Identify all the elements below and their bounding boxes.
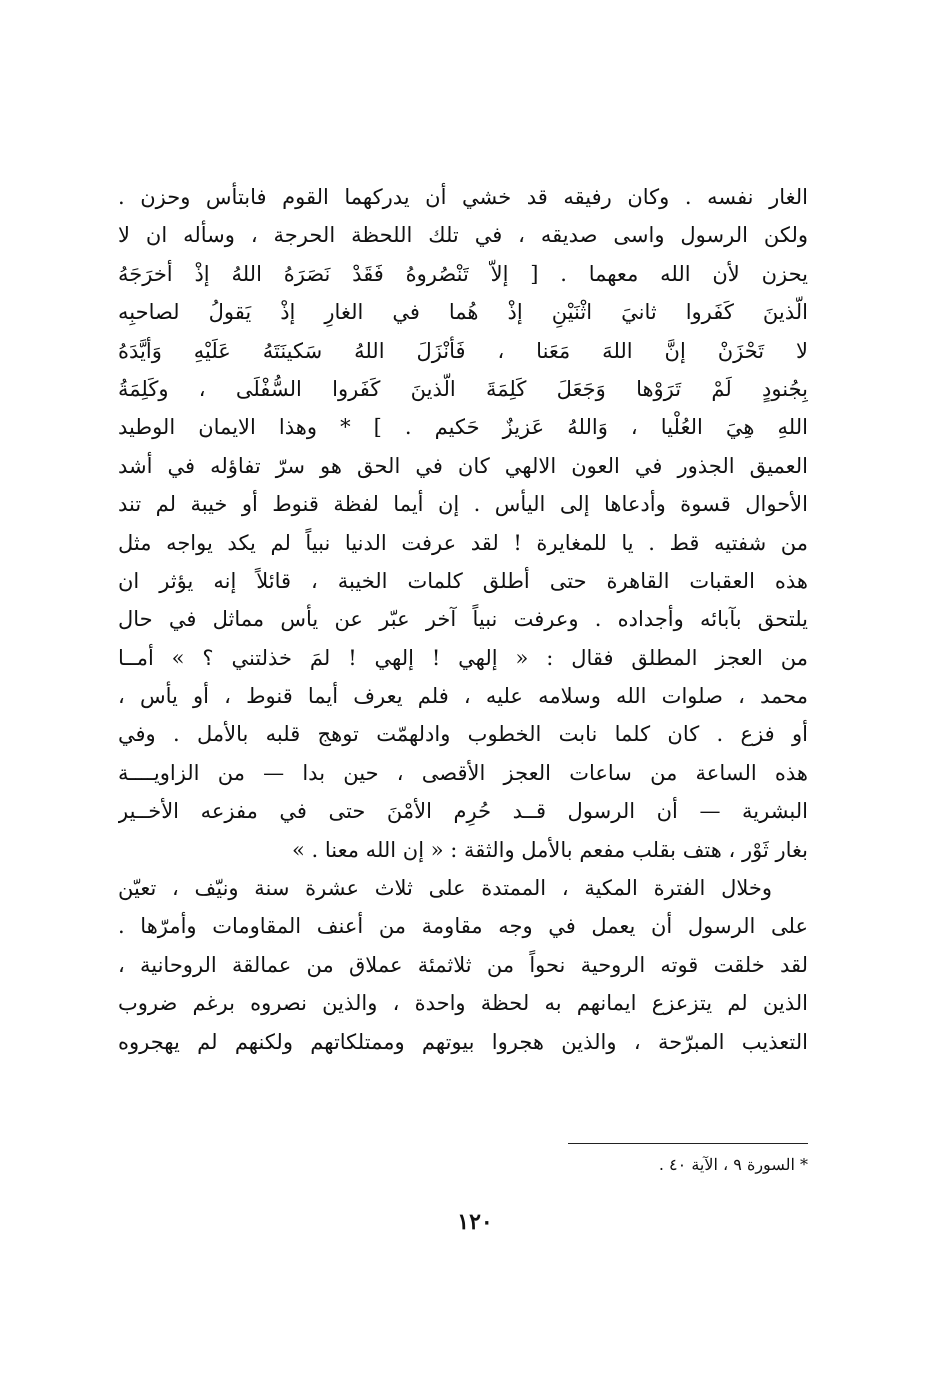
text-line: البشرية — أن الرسول قــد حُرِم الأمْنَ حتى في مفزعه الأخــير (118, 799, 808, 824)
text-line: هذه الساعة من ساعات العجز الأقصى ، حين بدا — من الزاويــــة (118, 760, 808, 785)
text-line: يحزن لأن الله معهما . [ إلاّ تَنْصُروهُ فَقَدْ نَصَرَهُ اللهُ إذْ أخرَجَهُ (118, 261, 808, 286)
text-line: لقد خلقت قوته الروحية نحواً من ثلاثمئة عملاق من عمالقة الروحانية ، (118, 952, 808, 977)
footnote: * السورة ٩ ، الآية ٤٠ . (658, 1155, 808, 1174)
text-line: من العجز المطلق فقال : « إلهي ! إلهي ! لمَ خذلتني ؟ » أمــا (118, 645, 808, 670)
text-line: التعذيب المبرّحة ، والذين هجروا بيوتهم وممتلكاتهم ولكنهم لم يهجروه (118, 1029, 808, 1054)
text-line: العميق الجذور في العون الالهي كان في الحق هو سرّ تفاؤله في أشد (118, 453, 808, 478)
text-line: محمد ، صلوات الله وسلامه عليه ، فلم يعرف أيما قنوط ، أو يأس ، (118, 684, 808, 709)
text-line: لا تَحْزَنْ إنَّ اللهَ مَعَنا ، فَأنْزَلَ اللهُ سَكينَتَهُ عَلَيْهِ وَأيَّدَهُ (118, 338, 808, 363)
text-line: الغار نفسه . وكان رفيقه قد خشي أن يدركهما القوم فابتأس وحزن . (118, 185, 808, 209)
text-line: الذين لم يتزعزع ايمانهم به لحظة واحدة ، والذين نصروه برغم ضروب (118, 991, 808, 1016)
text-line: على الرسول أن يعمل في وجه مقاومة من أعنف المقاومات وأمرّها . (118, 914, 808, 939)
text-line: الّذينَ كَفَروا ثانيَ اثْنَيْنِ إذْ هُما في الغارِ إذْ يَقولُ لصاحبِه (118, 300, 808, 325)
text-line: بِجُنودٍ لَمْ تَرَوْها وَجَعَلَ كَلِمَةَ الّذينَ كَفَروا السُّفْلَى ، وكَلِمَةُ (118, 376, 808, 401)
text-line: من شفتيه قط . يا للمغايرة ! لقد عرفت الدنيا نبياً لم يكد يواجه مثل (118, 530, 808, 555)
text-line: اللهِ هِيَ العُلْيا ، وَاللهُ عَزيزٌ حَكيم . ] * وهذا الايمان الوطيد (118, 415, 808, 440)
text-line: هذه العقبات القاهرة حتى أطلق كلمات الخيبة ، قائلاً إنه يؤثر ان (118, 568, 808, 593)
text-line: وخلال الفترة المكية ، الممتدة على ثلاث عشرة سنة ونيّف ، تعيّن (118, 876, 772, 901)
text-line: أو فزع . كان كلما نابت الخطوب وادلهمّت توهج قلبه بالأمل . وفي (118, 722, 808, 747)
text-line: ولكن الرسول واسى صديقه ، في تلك اللحظة الحرجة ، وسأله ان لا (118, 223, 808, 248)
text-line: يلتحق بآبائه وأجداده . وعرفت نبياً آخر عبّر عن يأس مماثل في حال (118, 607, 808, 632)
text-line: الأحوال قسوة وأدعاها إلى اليأس . إن أيما لفظة قنوط أو خيبة لم تند (118, 492, 808, 517)
text-line: بغار ثَوْر ، هتف بقلب مفعم بالأمل والثقة : « إن الله معنا . » (292, 837, 808, 862)
page-number: ١٢٠ (457, 1209, 493, 1235)
footnote-divider (568, 1143, 808, 1144)
body-text (118, 178, 808, 1061)
